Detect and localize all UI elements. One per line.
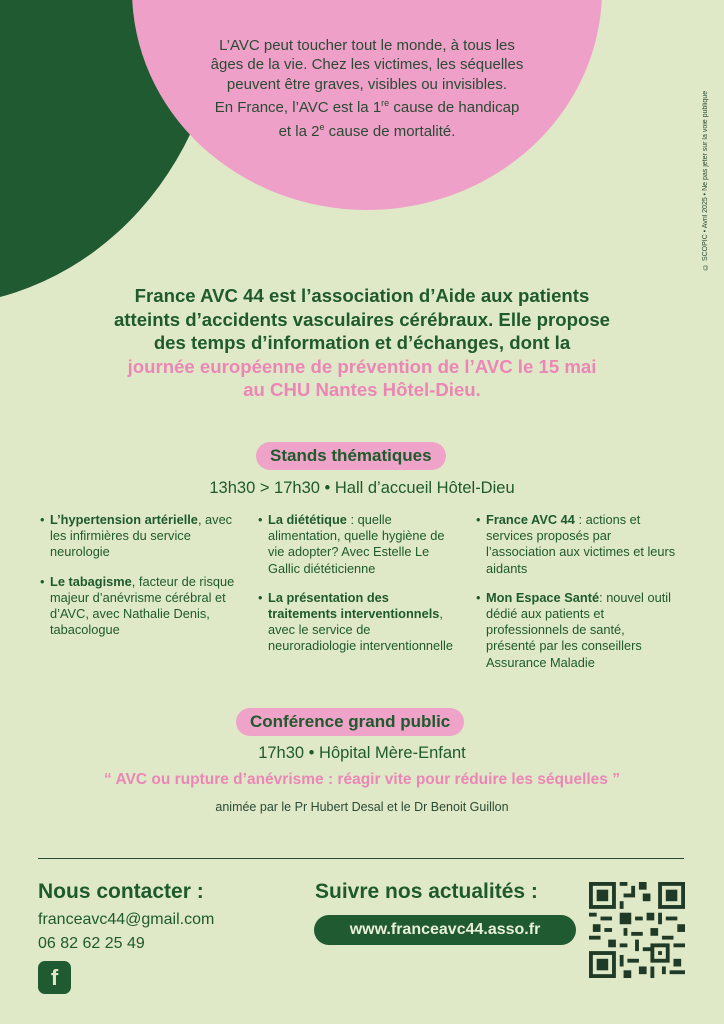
contact-email[interactable]: franceavc44@gmail.com (38, 911, 215, 928)
website-link[interactable]: www.franceavc44.asso.fr (314, 915, 576, 945)
conference-speakers: animée par le Pr Hubert Desal et le Dr Benoit Guillon (215, 800, 509, 814)
contact-phone[interactable]: 06 82 62 25 49 (38, 935, 145, 952)
conference-schedule: 17h30 • Hôpital Mère-Enfant (258, 744, 466, 762)
stand-item: • Mon Espace Santé: nouvel outil dédié aux patients et professionnels de santé, présenté par les conseillers Assurance Maladie (476, 589, 671, 670)
follow-title: Suivre nos actualités : (315, 880, 538, 903)
stand-item: • L’hypertension artérielle, avec les infirmières du service neurologie (40, 512, 233, 560)
stand-item: • Le tabagisme, facteur de risque majeur d’anévrisme cérébral et d’AVC, avec Nathalie Denis, tabacologue (40, 573, 235, 638)
side-credit: © SCOPIC • Avril 2025 • Ne pas jeter sur la voie publique (702, 90, 709, 270)
conference-quote: “ AVC ou rupture d’anévrisme : réagir vite pour réduire les séquelles ” (104, 771, 620, 788)
qr-code-icon[interactable] (589, 882, 685, 978)
lead-paragraph: France AVC 44 est l’association d’Aide aux patients atteints d’accidents vasculaires cérébraux. Elle propose des temps d’information et d’échanges, dont la journée européenne de prévention de l’AVC le 15 mai au CHU Nantes Hôtel-Dieu. (40, 284, 684, 402)
stands-title: Stands thématiques (256, 442, 446, 470)
stands-schedule: 13h30 > 17h30 • Hall d’accueil Hôtel-Dieu (209, 479, 515, 497)
lead-highlight: au CHU Nantes Hôtel-Dieu. (243, 379, 481, 400)
stand-item: • France AVC 44 : actions et services proposés par l’association aux victimes et leurs aidants (476, 512, 676, 576)
stands-column-3 (476, 512, 676, 684)
intro-text: L’AVC peut toucher tout le monde, à tous les âges de la vie. Chez les victimes, les séquelles peuvent être graves, visibles ou invisibles. En France, l’AVC est la 1re cause de handicap et la 2e cause de mortalité. (210, 37, 524, 140)
lead-highlight: journée européenne de prévention de l’AVC le 15 mai (127, 355, 597, 377)
facebook-icon[interactable]: f (38, 961, 71, 994)
stand-item: • La présentation des traitements interventionnels, avec le service de neuroradiologie interventionnelle (258, 589, 453, 654)
conference-title: Conférence grand public (236, 708, 464, 736)
divider (38, 858, 684, 859)
stands-column-1 (40, 512, 240, 651)
stands-column-2 (258, 512, 458, 668)
stand-item: • La diététique : quelle alimentation, quelle hygiène de vie adopter? Avec Estelle Le Gallic diététicienne (258, 512, 445, 576)
contact-title: Nous contacter : (38, 880, 204, 903)
